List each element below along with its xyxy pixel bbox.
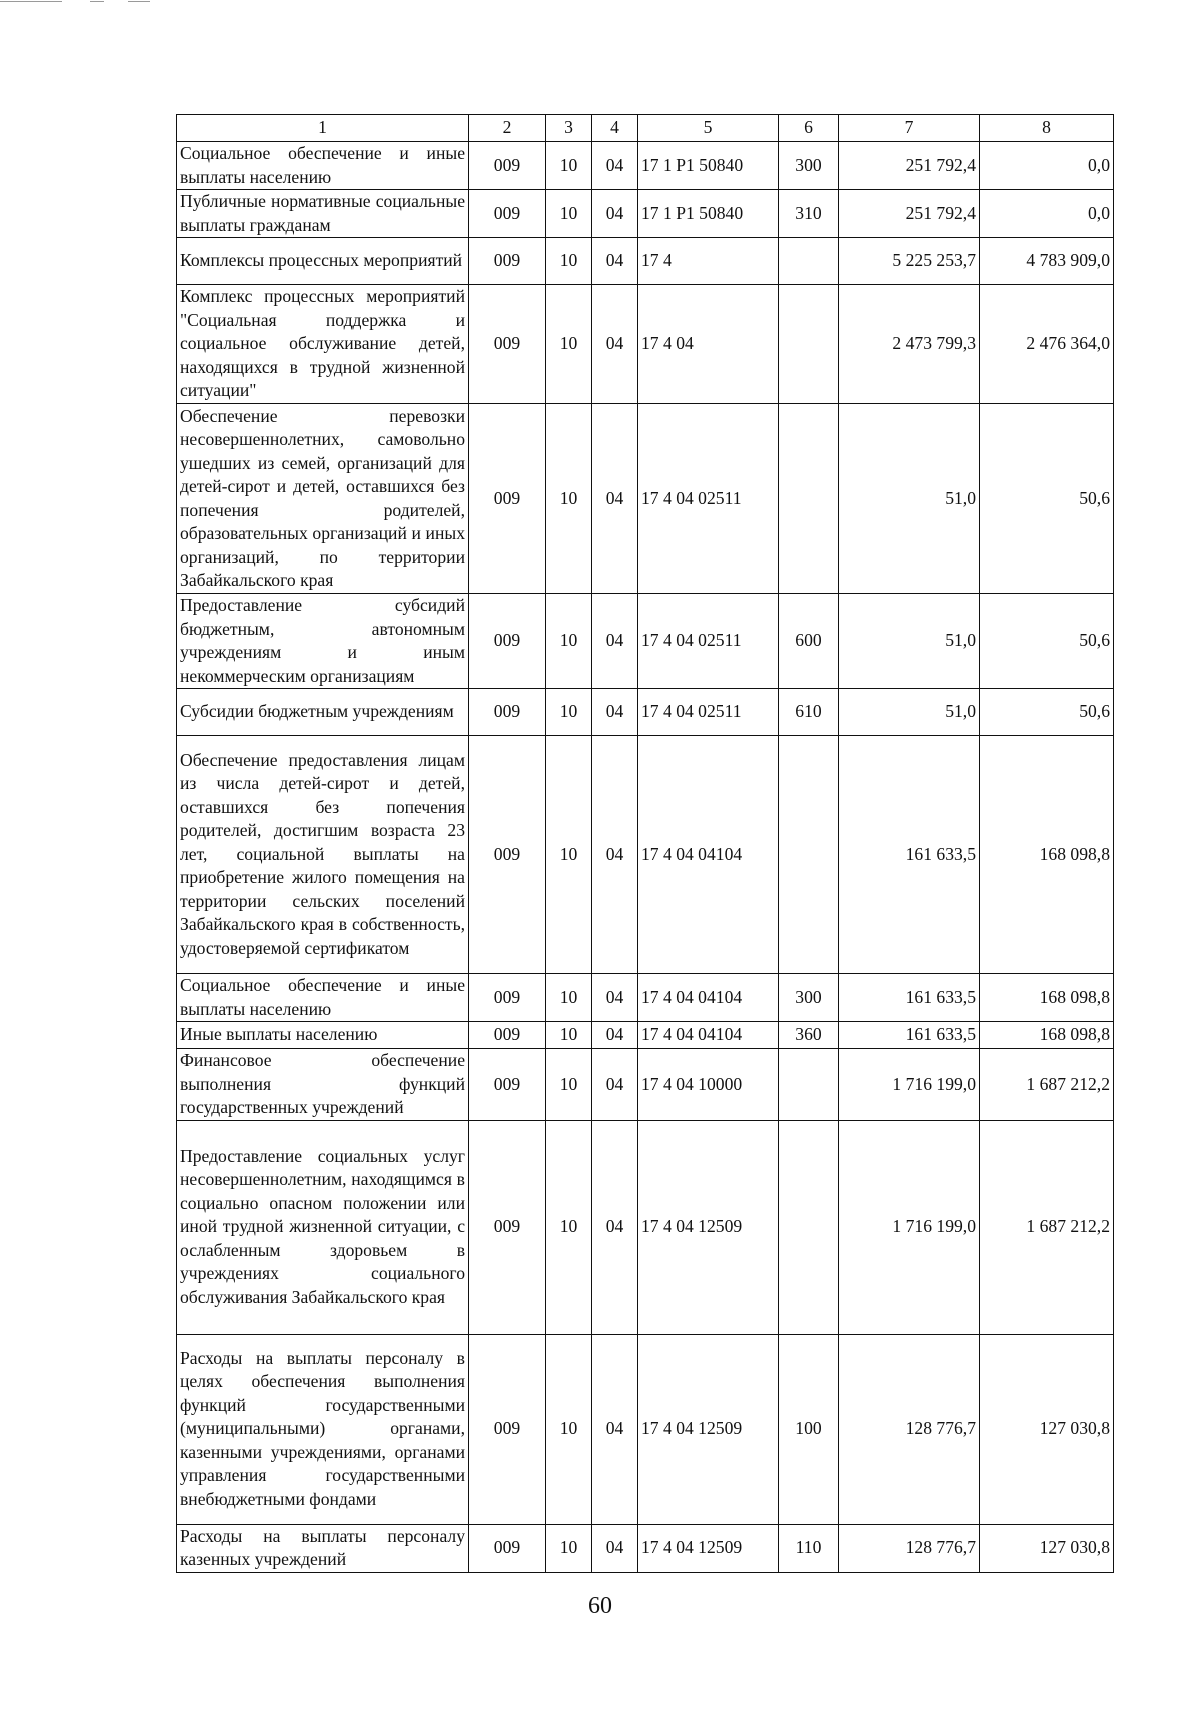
amount-col7-cell: 161 633,5: [839, 1022, 980, 1049]
section-code-cell: 10: [546, 190, 592, 238]
amount-col8-cell: 2 476 364,0: [980, 285, 1114, 404]
table-row: [177, 285, 1114, 404]
section-code-cell: 10: [546, 142, 592, 190]
target-article-cell: 17 4 04 04104: [638, 974, 779, 1022]
target-article-cell: 17 4 04 12509: [638, 1524, 779, 1572]
amount-col7-cell: 161 633,5: [839, 974, 980, 1022]
expense-name-cell: Предоставление субсидий бюджетным, автономным учреждениям и иным некоммерческим организациям: [177, 594, 469, 689]
ministry-code-cell: 009: [469, 238, 546, 285]
ministry-code-cell: 009: [469, 594, 546, 689]
amount-col7-cell: 51,0: [839, 594, 980, 689]
subsection-code-cell: 04: [592, 1049, 638, 1121]
table-row: [177, 689, 1114, 736]
amount-col8-cell: 1 687 212,2: [980, 1049, 1114, 1121]
target-article-cell: 17 4 04 12509: [638, 1120, 779, 1334]
amount-col7-cell: 2 473 799,3: [839, 285, 980, 404]
amount-col8-cell: 50,6: [980, 689, 1114, 736]
expense-type-cell: 310: [779, 190, 839, 238]
target-article-cell: 17 4 04 04104: [638, 736, 779, 974]
section-code-cell: 10: [546, 594, 592, 689]
amount-col7-cell: 51,0: [839, 689, 980, 736]
subsection-code-cell: 04: [592, 594, 638, 689]
ministry-code-cell: 009: [469, 689, 546, 736]
column-header: 7: [839, 115, 980, 142]
table-row: [177, 1022, 1114, 1049]
amount-col8-cell: 50,6: [980, 594, 1114, 689]
ministry-code-cell: 009: [469, 1334, 546, 1524]
amount-col8-cell: 50,6: [980, 404, 1114, 594]
expense-type-cell: [779, 736, 839, 974]
amount-col7-cell: 251 792,4: [839, 142, 980, 190]
expense-name-cell: Расходы на выплаты персоналу в целях обеспечения выполнения функций государственными (муниципальными) органами, казенными учреждениями, органами управления государственными внебюджетными фондами: [177, 1334, 469, 1524]
table-row: [177, 404, 1114, 594]
target-article-cell: 17 4: [638, 238, 779, 285]
amount-col8-cell: 1 687 212,2: [980, 1120, 1114, 1334]
target-article-cell: 17 4 04: [638, 285, 779, 404]
section-code-cell: 10: [546, 1334, 592, 1524]
section-code-cell: 10: [546, 736, 592, 974]
amount-col8-cell: 168 098,8: [980, 736, 1114, 974]
amount-col7-cell: 251 792,4: [839, 190, 980, 238]
table-row: [177, 1120, 1114, 1334]
expense-type-cell: 600: [779, 594, 839, 689]
expense-name-cell: Обеспечение перевозки несовершеннолетних, самовольно ушедших из семей, организаций для детей-сирот и детей, оставшихся без попечения родителей, образовательных организаций и иных организаций, по территории Забайкальского края: [177, 404, 469, 594]
subsection-code-cell: 04: [592, 404, 638, 594]
expense-type-cell: [779, 238, 839, 285]
expense-type-cell: 610: [779, 689, 839, 736]
ministry-code-cell: 009: [469, 285, 546, 404]
section-code-cell: 10: [546, 1022, 592, 1049]
column-header: 6: [779, 115, 839, 142]
expense-type-cell: 300: [779, 974, 839, 1022]
target-article-cell: 17 1 Р1 50840: [638, 142, 779, 190]
expense-name-cell: Социальное обеспечение и иные выплаты населению: [177, 142, 469, 190]
target-article-cell: 17 4 04 02511: [638, 404, 779, 594]
subsection-code-cell: 04: [592, 736, 638, 974]
amount-col8-cell: 4 783 909,0: [980, 238, 1114, 285]
subsection-code-cell: 04: [592, 1334, 638, 1524]
amount-col7-cell: 128 776,7: [839, 1334, 980, 1524]
expense-type-cell: 110: [779, 1524, 839, 1572]
subsection-code-cell: 04: [592, 689, 638, 736]
ministry-code-cell: 009: [469, 974, 546, 1022]
section-code-cell: 10: [546, 238, 592, 285]
amount-col7-cell: 161 633,5: [839, 736, 980, 974]
section-code-cell: 10: [546, 689, 592, 736]
ministry-code-cell: 009: [469, 142, 546, 190]
subsection-code-cell: 04: [592, 974, 638, 1022]
expense-name-cell: Расходы на выплаты персоналу казенных учреждений: [177, 1524, 469, 1572]
scan-artifact-line: [90, 1, 104, 2]
subsection-code-cell: 04: [592, 1524, 638, 1572]
expense-name-cell: Публичные нормативные социальные выплаты гражданам: [177, 190, 469, 238]
column-header: 5: [638, 115, 779, 142]
table-row: [177, 190, 1114, 238]
subsection-code-cell: 04: [592, 1022, 638, 1049]
target-article-cell: 17 4 04 12509: [638, 1334, 779, 1524]
column-header: 4: [592, 115, 638, 142]
target-article-cell: 17 4 04 02511: [638, 689, 779, 736]
amount-col7-cell: 1 716 199,0: [839, 1120, 980, 1334]
column-header: 8: [980, 115, 1114, 142]
table-row: [177, 1049, 1114, 1121]
expense-type-cell: [779, 404, 839, 594]
expense-name-cell: Субсидии бюджетным учреждениям: [177, 689, 469, 736]
expense-name-cell: Комплекс процессных мероприятий "Социальная поддержка и социальное обслуживание детей, находящихся в трудной жизненной ситуации": [177, 285, 469, 404]
table-row: [177, 974, 1114, 1022]
table-row: [177, 736, 1114, 974]
scan-artifact-line: [0, 1, 62, 2]
column-header: 2: [469, 115, 546, 142]
expense-type-cell: 100: [779, 1334, 839, 1524]
table-row: [177, 142, 1114, 190]
amount-col8-cell: 0,0: [980, 190, 1114, 238]
expense-name-cell: Обеспечение предоставления лицам из числа детей-сирот и детей, оставшихся без попечения родителей, достигшим возраста 23 лет, социальной выплаты на приобретение жилого помещения на территории сельских поселений Забайкальского края в собственность, удостоверяемой сертификатом: [177, 736, 469, 974]
section-code-cell: 10: [546, 404, 592, 594]
expense-type-cell: [779, 1120, 839, 1334]
table-row: [177, 1524, 1114, 1572]
scan-artifact-line: [128, 1, 150, 2]
table-body: [177, 115, 1114, 1573]
subsection-code-cell: 04: [592, 142, 638, 190]
target-article-cell: 17 1 Р1 50840: [638, 190, 779, 238]
table-row: [177, 594, 1114, 689]
section-code-cell: 10: [546, 974, 592, 1022]
table-row: [177, 238, 1114, 285]
section-code-cell: 10: [546, 285, 592, 404]
ministry-code-cell: 009: [469, 1524, 546, 1572]
amount-col7-cell: 1 716 199,0: [839, 1049, 980, 1121]
section-code-cell: 10: [546, 1524, 592, 1572]
expense-name-cell: Предоставление социальных услуг несовершеннолетним, находящимся в социально опасном положении или иной трудной жизненной ситуации, с ослабленным здоровьем в учреждениях социального обслуживания Забайкальского края: [177, 1120, 469, 1334]
target-article-cell: 17 4 04 10000: [638, 1049, 779, 1121]
amount-col8-cell: 0,0: [980, 142, 1114, 190]
subsection-code-cell: 04: [592, 1120, 638, 1334]
page-number: 60: [588, 1593, 612, 1619]
expense-name-cell: Иные выплаты населению: [177, 1022, 469, 1049]
budget-table: [176, 114, 1114, 1573]
section-code-cell: 10: [546, 1120, 592, 1334]
subsection-code-cell: 04: [592, 190, 638, 238]
ministry-code-cell: 009: [469, 190, 546, 238]
amount-col7-cell: 128 776,7: [839, 1524, 980, 1572]
amount-col8-cell: 127 030,8: [980, 1334, 1114, 1524]
subsection-code-cell: 04: [592, 238, 638, 285]
amount-col8-cell: 168 098,8: [980, 1022, 1114, 1049]
ministry-code-cell: 009: [469, 404, 546, 594]
ministry-code-cell: 009: [469, 1049, 546, 1121]
expense-type-cell: [779, 1049, 839, 1121]
expense-name-cell: Социальное обеспечение и иные выплаты населению: [177, 974, 469, 1022]
ministry-code-cell: 009: [469, 736, 546, 974]
expense-name-cell: Комплексы процессных мероприятий: [177, 238, 469, 285]
target-article-cell: 17 4 04 02511: [638, 594, 779, 689]
table-header-row: [177, 115, 1114, 142]
ministry-code-cell: 009: [469, 1022, 546, 1049]
column-header: 3: [546, 115, 592, 142]
amount-col7-cell: 51,0: [839, 404, 980, 594]
target-article-cell: 17 4 04 04104: [638, 1022, 779, 1049]
table-row: [177, 1334, 1114, 1524]
amount-col8-cell: 127 030,8: [980, 1524, 1114, 1572]
ministry-code-cell: 009: [469, 1120, 546, 1334]
column-header: 1: [177, 115, 469, 142]
expense-name-cell: Финансовое обеспечение выполнения функций государственных учреждений: [177, 1049, 469, 1121]
amount-col7-cell: 5 225 253,7: [839, 238, 980, 285]
expense-type-cell: [779, 285, 839, 404]
expense-type-cell: 360: [779, 1022, 839, 1049]
amount-col8-cell: 168 098,8: [980, 974, 1114, 1022]
expense-type-cell: 300: [779, 142, 839, 190]
section-code-cell: 10: [546, 1049, 592, 1121]
subsection-code-cell: 04: [592, 285, 638, 404]
